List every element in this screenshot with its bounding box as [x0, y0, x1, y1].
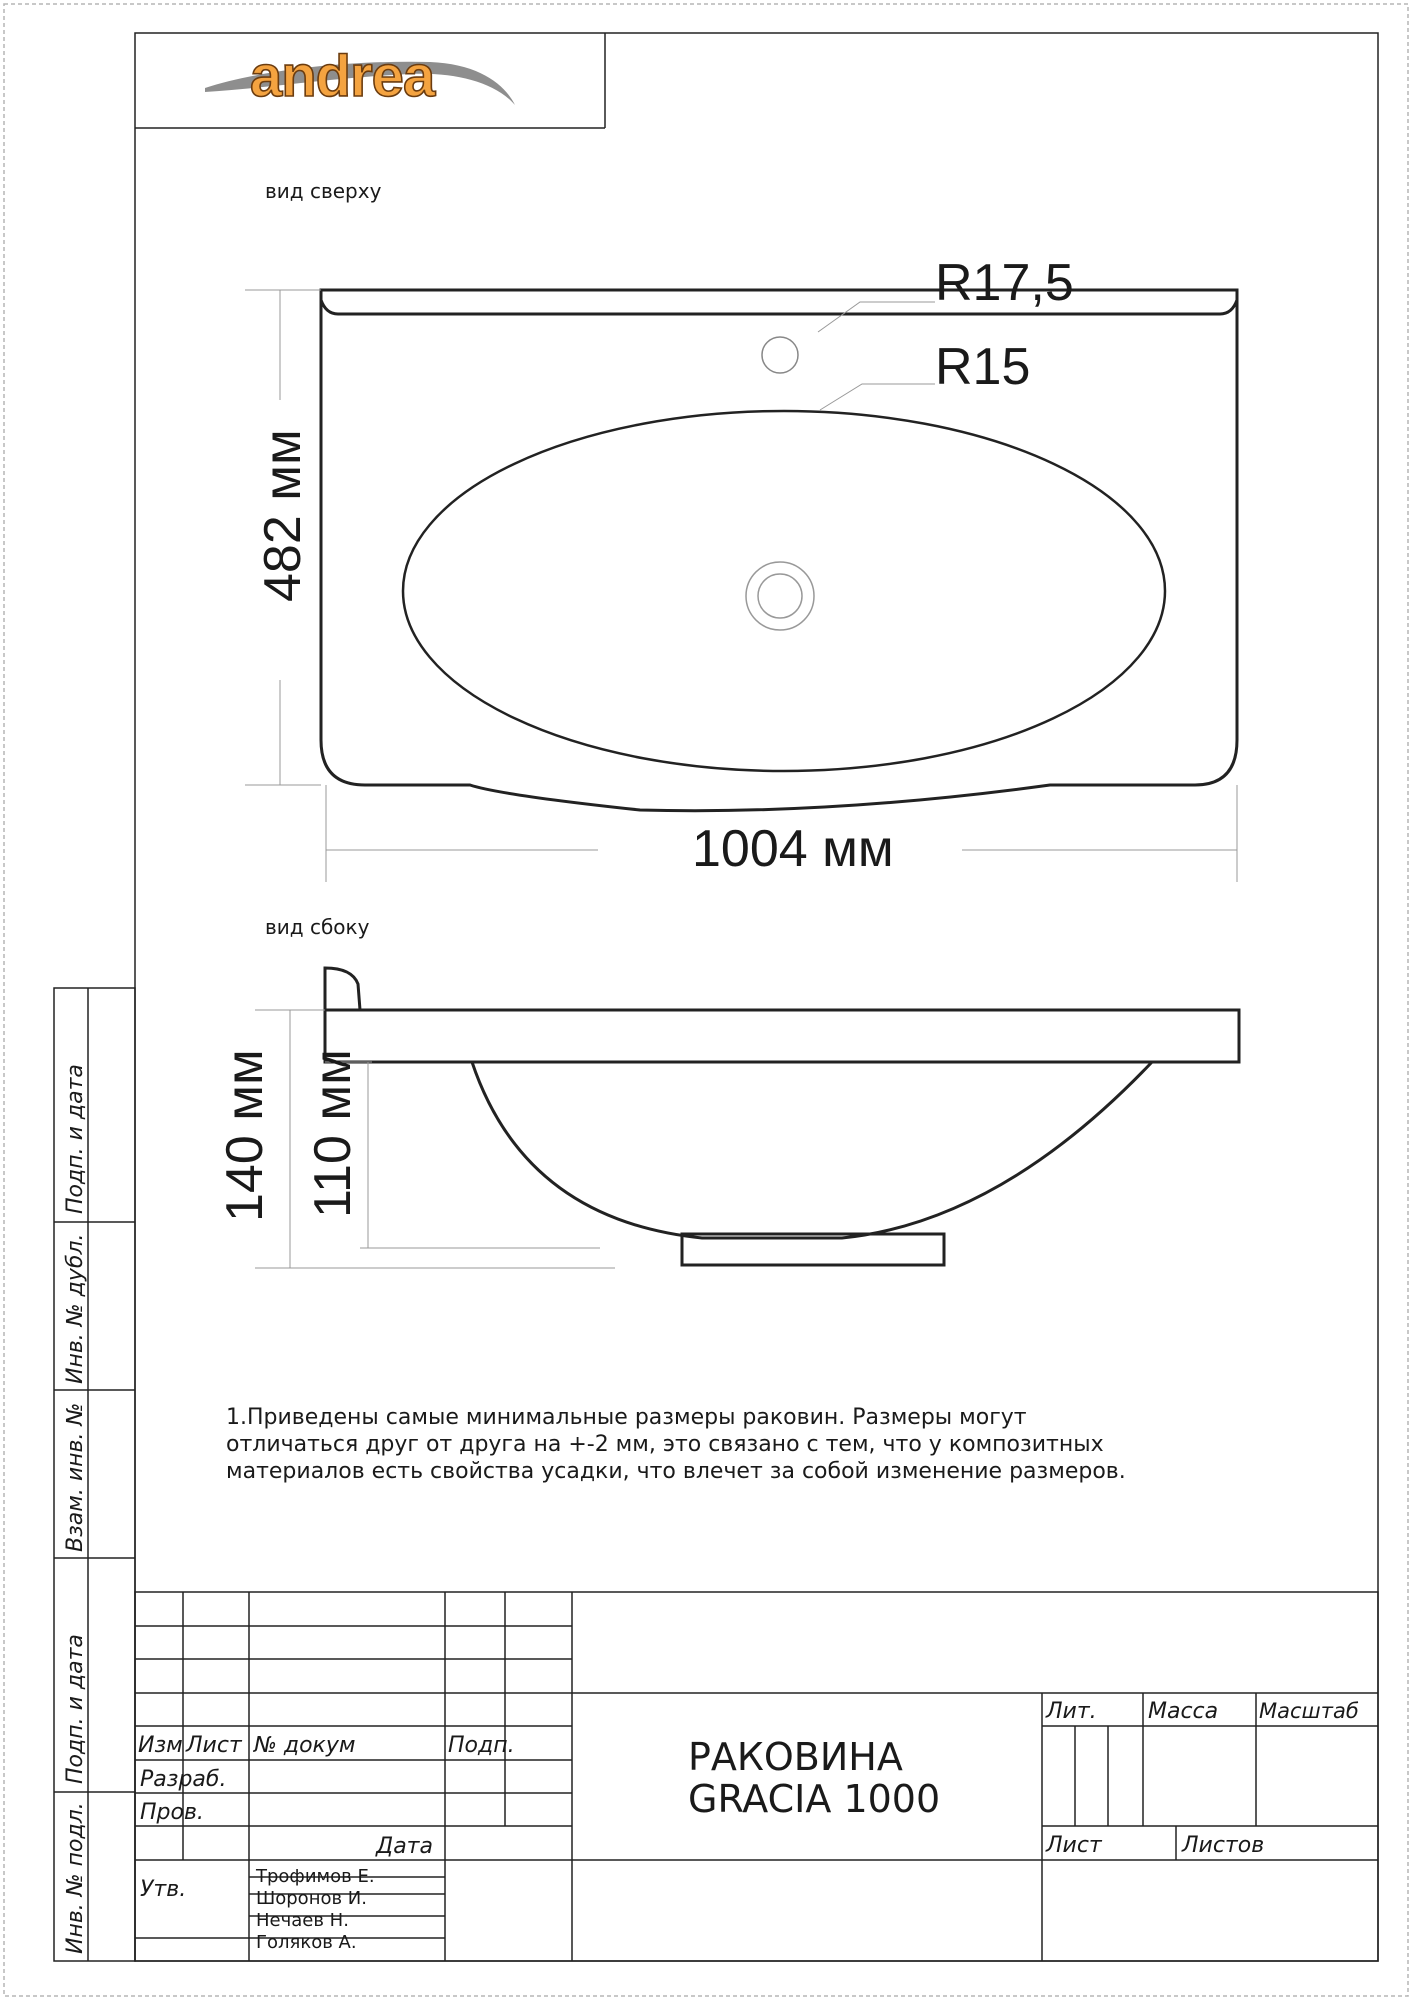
margin-podp-data-2: Подп. и дата	[63, 1634, 88, 1784]
width-label: 1004 мм	[692, 820, 894, 878]
top-view-label: вид сверху	[265, 179, 382, 203]
note-line-1: 1.Приведены самые минимальные размеры раковин. Размеры могут	[226, 1405, 1027, 1430]
tb-data: Дата	[376, 1834, 433, 1859]
tb-person-3: Нечаев Н.	[256, 1910, 349, 1931]
sink-top-view	[321, 290, 1237, 811]
margin-inv-podl: Инв. № подл.	[63, 1802, 88, 1954]
tb-razrab: Разраб.	[140, 1767, 227, 1792]
height-top-label: 482 мм	[254, 429, 312, 602]
sink-side-view	[325, 968, 1239, 1265]
tb-lit: Лит.	[1046, 1699, 1097, 1724]
tb-utv: Утв.	[140, 1877, 187, 1902]
note-line-3: материалов есть свойства усадки, что влечет за собой изменение размеров.	[226, 1459, 1126, 1484]
product-name-line-2: GRACIA 1000	[688, 1777, 941, 1821]
radius-tap-label: R17,5	[935, 254, 1074, 312]
tb-prov: Пров.	[140, 1800, 204, 1825]
drain-inner	[758, 574, 802, 618]
page-border	[4, 4, 1408, 1996]
tb-podp: Подп.	[448, 1733, 515, 1758]
margin-vzam-inv: Взам. инв. №	[63, 1402, 88, 1552]
tb-n-dokum: № докум	[254, 1733, 356, 1758]
margin-podp-data-1: Подп. и дата	[63, 1064, 88, 1214]
radius-leaders	[818, 302, 935, 410]
tb-massa: Масса	[1148, 1699, 1219, 1724]
height-side-total-label: 140 мм	[216, 1049, 274, 1222]
tb-list-label: Лист	[1046, 1833, 1102, 1858]
radius-drain-label: R15	[935, 338, 1031, 396]
side-view-label: вид сбоку	[265, 915, 370, 939]
height-side-bowl-label: 110 мм	[304, 1049, 362, 1218]
logo-box	[135, 33, 605, 128]
tb-person-1: Трофимов Е.	[256, 1866, 375, 1887]
tb-list: Лист	[186, 1733, 242, 1758]
tb-masshtab: Масштаб	[1259, 1699, 1359, 1723]
basin-ellipse	[403, 411, 1165, 771]
note-line-2: отличаться друг от друга на +-2 мм, это связано с тем, что у композитных	[226, 1432, 1104, 1457]
margin-inv-dubl: Инв. № дубл.	[63, 1233, 88, 1384]
product-name-line-1: РАКОВИНА	[688, 1735, 903, 1779]
drain-outer	[746, 562, 814, 630]
tb-listov: Листов	[1182, 1833, 1265, 1858]
tb-person-4: Голяков А.	[256, 1932, 357, 1953]
logo-text: andrea	[250, 44, 435, 109]
dimensions-note	[226, 1405, 1126, 1484]
tb-person-2: Шоронов И.	[256, 1888, 367, 1909]
tap-hole	[762, 337, 798, 373]
tb-izm: Изм	[138, 1733, 183, 1758]
